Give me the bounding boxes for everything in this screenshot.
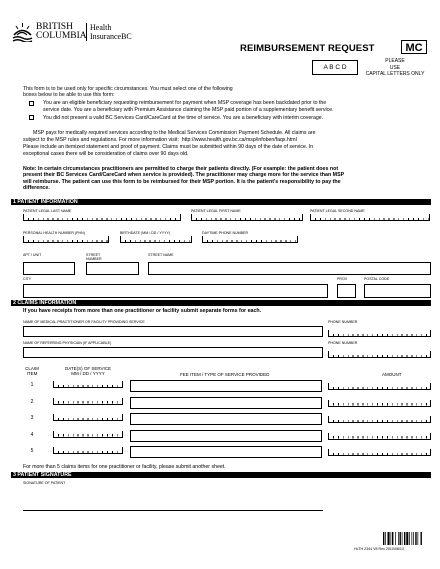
barcode-graphic — [383, 532, 431, 545]
street-name-field[interactable] — [148, 262, 431, 275]
claim-date-field[interactable] — [53, 414, 123, 421]
msp-line-2-text: subject to the MSP rules and regulations. For more information visit: — [23, 137, 179, 143]
label-street-number — [86, 253, 102, 261]
label-street-number-line-1: STREET — [86, 253, 101, 257]
barcode-bar — [404, 532, 405, 545]
claims-instruction: If you have receipts from more than one practitioner or facility submit separate forms for each. — [23, 308, 262, 314]
logo-divider — [86, 23, 87, 41]
option-backdated-line-1: You are an eligible beneficiary requesting reimbursement for payment when MSP coverage has been backdated prior to the — [43, 100, 327, 106]
label-phn: PERSONAL HEALTH NUMBER (PHN) — [23, 231, 85, 235]
note-line-4: difference. — [23, 184, 50, 191]
col-claim-item — [22, 366, 42, 376]
section-claims-information: 2 CLAIMS INFORMATION — [11, 300, 431, 306]
barcode-bar — [395, 532, 396, 545]
claim-fee-field[interactable] — [130, 430, 322, 442]
label-apt: APT / UNIT — [23, 253, 42, 257]
capital-letters-instruction — [355, 58, 435, 78]
msp-url-link[interactable]: http://www.health.gov.bc.ca/msp/infoben/faqs.html — [181, 137, 297, 143]
sample-letters-box: A B C D — [312, 60, 358, 75]
claim-item-number: 1 — [30, 382, 34, 388]
first-name-field[interactable] — [191, 214, 303, 221]
birthdate-field[interactable] — [120, 236, 192, 243]
claim-amount-field[interactable] — [328, 433, 431, 440]
barcode-bar — [402, 532, 403, 545]
instruction-line-1: PLEASE — [385, 58, 405, 64]
barcode-bar — [392, 532, 393, 545]
label-second-name: PATIENT LEGAL SECOND NAME — [310, 209, 365, 213]
section-patient-signature: 3 PATIENT SIGNATURE — [11, 472, 431, 478]
claim-item-number: 4 — [30, 431, 34, 438]
option-backdated-line-2: service date. You are a beneficiary with Premium Assistance claiming the MSP paid portion of a supplementary benefit service. — [43, 107, 334, 113]
col-dates — [52, 366, 124, 376]
phn-field[interactable] — [23, 236, 109, 243]
itemized-line-2: exceptional cases there will be consideration of claims over 90 days old. — [23, 151, 189, 157]
claim-item-number: 5 — [30, 448, 34, 454]
claim-fee-field[interactable] — [130, 380, 322, 392]
claim-fee-field[interactable] — [130, 397, 322, 409]
col-fee: FEE ITEM / TYPE OF SERVICE PROVIDED — [180, 372, 270, 377]
note-line-3: will reimburse. The patient can use this form to be reimbursed for their MSP portion. It is the patient's responsibility to pay the — [23, 178, 341, 185]
note-block — [23, 166, 344, 191]
ministry-line-2: InsuranceBC — [90, 31, 132, 41]
second-name-field[interactable] — [310, 214, 430, 221]
claim-amount-field[interactable] — [328, 449, 431, 456]
referring-field[interactable] — [23, 347, 323, 358]
city-field[interactable] — [23, 284, 328, 298]
barcode-bar — [413, 532, 414, 545]
street-number-field[interactable] — [86, 262, 139, 275]
barcode-bar — [415, 532, 416, 545]
claim-fee-field[interactable] — [130, 446, 322, 458]
claim-date-field[interactable] — [53, 431, 123, 438]
claim-item-number: 2 — [30, 398, 34, 405]
msp-info — [23, 130, 315, 158]
barcode — [383, 532, 431, 545]
col-amount: AMOUNT — [382, 372, 402, 377]
label-city: CITY — [23, 277, 32, 281]
barcode-bar — [409, 532, 410, 545]
claim-amount-field[interactable] — [328, 400, 431, 407]
barcode-bar — [385, 532, 386, 545]
section-patient-information: 1 PATIENT INFORMATION — [11, 199, 431, 205]
label-postal: POSTAL CODE — [364, 277, 390, 281]
option-no-card — [43, 115, 323, 122]
intro-line-2: boxes below to be able to use this form: — [23, 92, 115, 99]
label-phone: DAYTIME PHONE NUMBER — [202, 231, 249, 235]
barcode-bar — [383, 532, 384, 545]
msp-line-1: MSP pays for medically required services according to the Medical Services Commission Payment Schedule. All claims are — [33, 130, 316, 136]
label-practitioner: NAME OF MEDICAL PRACTITIONER OR FACILITY PROVIDING SERVICE — [23, 320, 145, 324]
instruction-line-3: CAPITAL LETTERS ONLY — [365, 71, 425, 78]
claim-date-field[interactable] — [53, 381, 123, 388]
msp-line-2 — [23, 137, 315, 144]
label-signature: SIGNATURE OF PATIENT — [23, 481, 66, 485]
checkbox-backdated[interactable] — [29, 101, 34, 106]
claim-date-field[interactable] — [53, 447, 123, 454]
form-title: REIMBURSEMENT REQUEST — [240, 43, 375, 54]
label-first-name: PATIENT LEGAL FIRST NAME — [191, 209, 241, 213]
label-referring: NAME OF REFERRING PHYSICIAN (IF APPLICABLE) — [23, 341, 112, 345]
barcode-bar — [400, 532, 401, 545]
label-birthdate: BIRTHDATE (MM / DD / YYYY) — [120, 231, 171, 235]
practitioner-field[interactable] — [23, 326, 323, 337]
note-line-2: present their BC Services Card/CareCard when service is provided). The practitioner may charge more for the service than MSP — [23, 172, 345, 179]
label-street-number-line-2: NUMBER — [86, 257, 102, 262]
practitioner-phone-field[interactable] — [328, 330, 431, 337]
itemized-line-1: Please include an itemized statement and proof of payment. Claims must be submitted within 90 days of the date of service. In — [23, 144, 314, 150]
label-phone-1: PHONE NUMBER — [328, 320, 358, 324]
intro-line-1: This form is to be used only for specific circumstances. You must select one of the following — [23, 86, 233, 92]
intro-text — [23, 86, 233, 99]
instruction-line-2: USE — [389, 64, 401, 71]
prov-field[interactable] — [337, 284, 356, 298]
form-id: HLTH 2344 V8 Rev 2010/08/13 — [354, 547, 404, 551]
postal-field[interactable] — [364, 284, 431, 298]
barcode-bar — [388, 532, 390, 545]
col-dates-format: MM / DD / YYYY — [71, 371, 105, 376]
barcode-bar — [398, 532, 399, 545]
ministry-line-1: Health — [90, 23, 112, 32]
barcode-bar — [406, 532, 408, 545]
ministry-name — [90, 24, 132, 41]
label-street-name: STREET NAME — [148, 253, 174, 257]
label-last-name: PATIENT LEGAL LAST NAME — [23, 209, 72, 213]
apt-field[interactable] — [23, 262, 75, 275]
claim-date-field[interactable] — [53, 398, 123, 405]
claim-amount-field[interactable] — [328, 416, 431, 423]
claim-fee-field[interactable] — [130, 413, 322, 425]
logo-line-2: COLUMBIA — [36, 31, 87, 41]
logo-wordmark — [36, 23, 87, 41]
bc-logo — [12, 21, 33, 42]
option-backdated — [43, 100, 334, 114]
sun-wave-icon — [12, 21, 33, 42]
col-dates-title: DATE(S) OF SERVICE — [64, 366, 112, 371]
barcode-bar — [412, 532, 413, 545]
barcode-bar — [391, 532, 392, 545]
option-no-card-line-1: You did not present a valid BC Services Card/CareCard at the time of service. You are a beneficiary with interim coverage. — [43, 115, 324, 121]
barcode-bar — [421, 532, 422, 545]
col-claim: CLAIM — [25, 366, 39, 371]
claims-footer: For more than 5 claims items for one practitioner or facility, please submit another sheet. — [23, 464, 226, 470]
barcode-bar — [418, 532, 419, 545]
checkbox-no-card[interactable] — [29, 115, 34, 120]
claim-item-number: 3 — [30, 415, 34, 421]
col-item: ITEM — [26, 371, 38, 376]
signature-line[interactable] — [23, 510, 323, 511]
label-phone-2: PHONE NUMBER — [328, 341, 358, 345]
logo-line-1: BRITISH — [36, 22, 73, 32]
phone-field[interactable] — [202, 236, 298, 243]
referring-phone-field[interactable] — [328, 351, 431, 358]
note-line-1: Note: In certain circumstances practitioners are permitted to charge their patients directly. (For example: the patient does not — [23, 166, 339, 172]
form-code: MC — [401, 40, 427, 54]
last-name-field[interactable] — [23, 214, 181, 221]
claim-amount-field[interactable] — [328, 383, 431, 390]
label-prov: PROV — [337, 277, 348, 281]
